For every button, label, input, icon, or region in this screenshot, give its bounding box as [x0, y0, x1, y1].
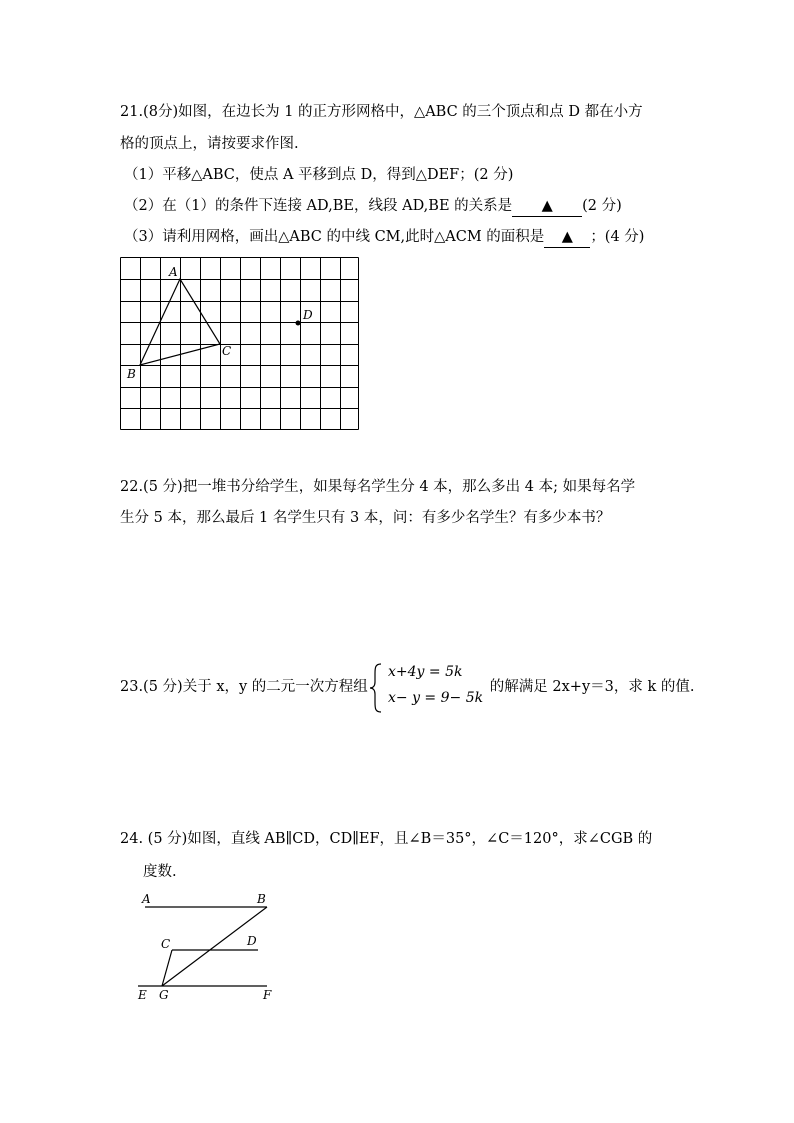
q23-brace: [368, 662, 384, 714]
label-a: A: [142, 892, 151, 906]
q23-post: 的解满足 2x+y＝3，求 k 的值.: [489, 679, 695, 695]
q21-line2: 格的顶点上，请按要求作图.: [120, 136, 299, 152]
q24-parallel-lines-figure: [130, 888, 280, 1006]
q21-part3: [124, 227, 644, 248]
q21-part2-blank: ▲: [512, 196, 582, 217]
q21-line1: 21.(8分)如图，在边长为 1 的正方形网格中，△ABC 的三个顶点和点 D 都在小方: [120, 104, 643, 120]
q21-grid-figure: [115, 253, 365, 435]
q22-line2: 生分 5 本，那么最后 1 名学生只有 3 本，问：有多少名学生？有多少本书？: [120, 510, 611, 526]
q21-part1: （1）平移△ABC，使点 A 平移到点 D，得到△DEF；(2 分): [124, 167, 514, 183]
q21-part3-text: （3）请利用网格，画出△ABC 的中线 CM,此时△ACM 的面积是: [124, 229, 545, 245]
grid-lines: [121, 258, 359, 430]
q21-part2-score: (2 分): [582, 198, 622, 214]
q22-line1: 22.(5 分)把一堆书分给学生，如果每名学生分 4 本，那么多出 4 本; 如果每名学: [120, 479, 636, 495]
label-c: C: [161, 937, 171, 951]
label-f: F: [263, 988, 272, 1002]
label-c: C: [222, 344, 232, 358]
q23-pre: 23.(5 分)关于 x，y 的二元一次方程组: [120, 679, 368, 695]
label-a: A: [169, 265, 178, 279]
label-b: B: [127, 367, 136, 381]
q24-line2: 度数.: [143, 864, 177, 880]
q21-part3-score: ；(4 分): [590, 229, 645, 245]
label-d: D: [247, 934, 257, 948]
q21-part2-text: （2）在（1）的条件下连接 AD,BE，线段 AD,BE 的关系是: [124, 198, 513, 214]
q23-eq2: x− y = 9− 5k: [388, 690, 484, 706]
q21-part2: [124, 196, 622, 217]
label-e: E: [138, 988, 147, 1002]
q24-line1: 24. (5 分)如图，直线 AB∥CD，CD∥EF，且∠B＝35°，∠C＝120°，求∠CGB 的: [120, 831, 653, 847]
label-g: G: [159, 988, 169, 1002]
segment-gc: [162, 950, 172, 986]
point-d: [296, 321, 301, 326]
label-d: D: [303, 308, 313, 322]
q21-part3-blank: ▲: [544, 227, 590, 248]
q23-eq1: x+4y = 5k: [388, 664, 463, 680]
label-b: B: [257, 892, 266, 906]
q23-equation-system: [368, 662, 488, 714]
